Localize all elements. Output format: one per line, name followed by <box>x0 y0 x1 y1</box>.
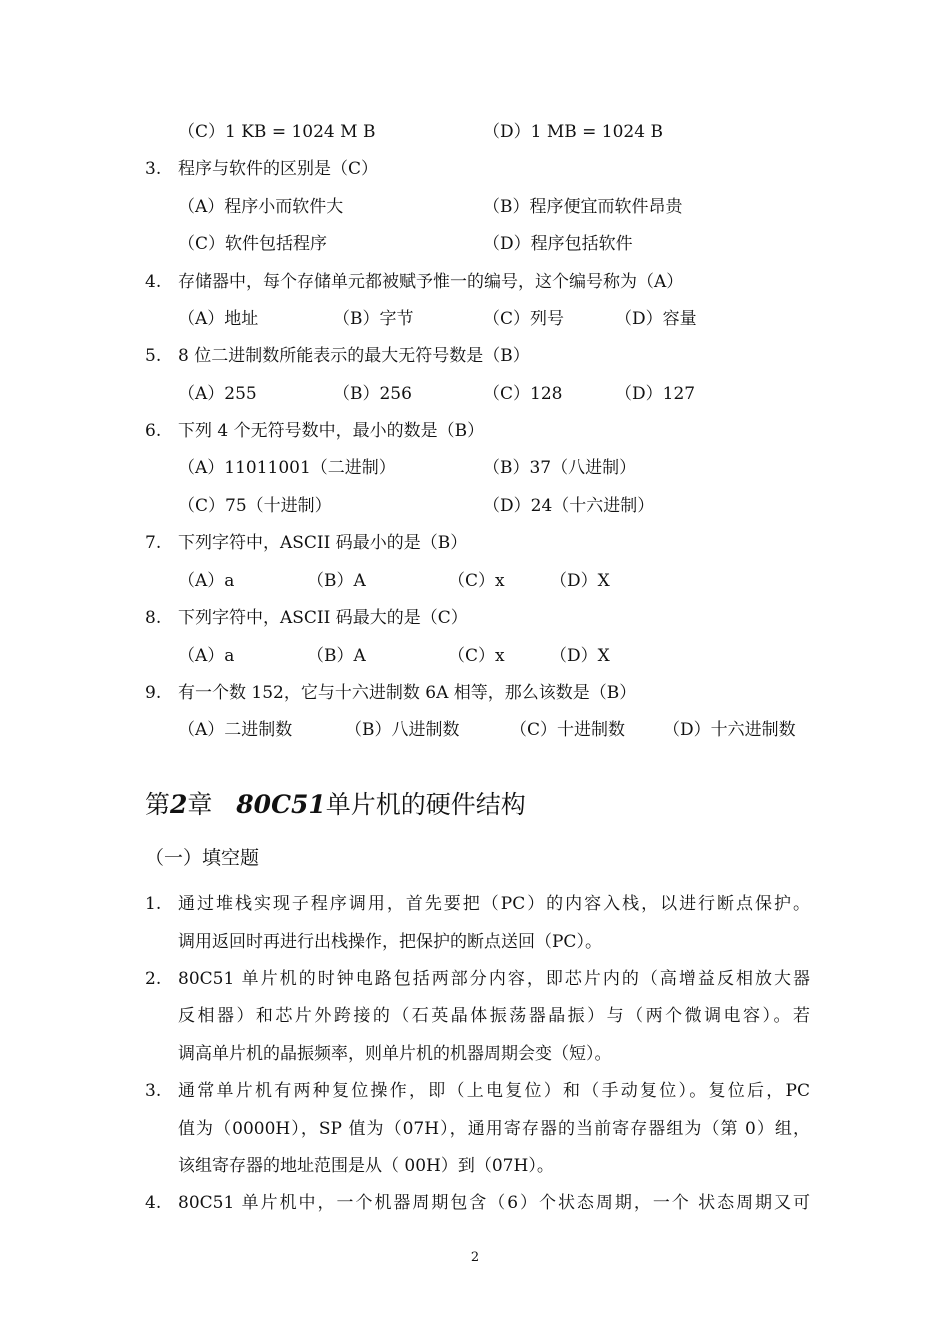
q3-option-c: （C）软件包括程序 <box>178 234 328 254</box>
q9-number: 9. <box>145 683 162 703</box>
q7-option-d: （D）X <box>550 571 610 591</box>
q5-option-d: （D）127 <box>615 384 696 404</box>
q3-option-a: （A）程序小而软件大 <box>178 197 344 217</box>
fill-3-line-3: 该组寄存器的地址范围是从（ 00H）到（07H）。 <box>178 1156 554 1176</box>
q3-number: 3. <box>145 159 162 179</box>
fill-2-line-3: 调高单片机的晶振频率，则单片机的机器周期会变（短）。 <box>178 1044 612 1064</box>
fill-2-line-1: 80C51 单片机的时钟电路包括两部分内容，即芯片内的（高增益反相放大器 <box>178 969 810 989</box>
q3-option-d: （D）程序包括软件 <box>483 234 633 254</box>
q7-number: 7. <box>145 533 162 553</box>
q6-option-a: （A）11011001（二进制） <box>178 458 396 478</box>
page-number: 2 <box>470 1250 480 1265</box>
q7-option-b: （B）A <box>307 571 366 591</box>
q6-number: 6. <box>145 421 162 441</box>
q9-option-c: （C）十进制数 <box>510 720 626 740</box>
fill-1-line-1: 通过堆栈实现子程序调用，首先要把（PC）的内容入栈，以进行断点保护。 <box>178 894 810 914</box>
fill-2-line-2: 反相器）和芯片外跨接的（石英晶体振荡器晶振）与（两个微调电容）。若 <box>178 1006 810 1026</box>
q5-option-b: （B）256 <box>333 384 412 404</box>
fill-4-line-1: 80C51 单片机中，一个机器周期包含（6）个状态周期，一个 状态周期又可 <box>178 1193 810 1213</box>
q9-option-d: （D）十六进制数 <box>663 720 796 740</box>
chapter-number: 2 <box>170 790 188 819</box>
q3-text: 程序与软件的区别是（C） <box>178 159 379 179</box>
q9-text: 有一个数 152，它与十六进制数 6A 相等，那么该数是（B） <box>178 683 637 703</box>
chapter-chip: 80C51 <box>236 790 326 819</box>
q5-number: 5. <box>145 346 162 366</box>
fill-2-number: 2. <box>145 969 162 989</box>
fill-3-line-2: 值为（0000H），SP 值为（07H），通用寄存器的当前寄存器组为（第 0）组， <box>178 1119 810 1139</box>
q9-option-b: （B）八进制数 <box>345 720 460 740</box>
q4-option-d: （D）容量 <box>615 309 697 329</box>
chapter-suffix: 章 <box>187 790 213 819</box>
q2-option-d: （D）1 MB = 1024 B <box>483 122 663 142</box>
q5-text: 8 位二进制数所能表示的最大无符号数是（B） <box>178 346 530 366</box>
section-heading: （一）填空题 <box>145 847 260 869</box>
q6-option-b: （B）37（八进制） <box>483 458 637 478</box>
q8-option-d: （D）X <box>550 646 610 666</box>
q4-option-c: （C）列号 <box>483 309 565 329</box>
q9-option-a: （A）二进制数 <box>178 720 293 740</box>
fill-1-number: 1. <box>145 894 162 914</box>
q4-option-b: （B）字节 <box>333 309 414 329</box>
fill-1-line-2: 调用返回时再进行出栈操作，把保护的断点送回（PC）。 <box>178 932 602 952</box>
fill-3-number: 3. <box>145 1081 162 1101</box>
q4-option-a: （A）地址 <box>178 309 259 329</box>
q8-text: 下列字符中，ASCII 码最大的是（C） <box>178 608 468 628</box>
q7-text: 下列字符中，ASCII 码最小的是（B） <box>178 533 468 553</box>
q7-option-c: （C）x <box>448 571 505 591</box>
chapter-title: 单片机的硬件结构 <box>325 790 526 819</box>
chapter-prefix: 第 <box>145 790 171 819</box>
q4-text: 存储器中，每个存储单元都被赋予惟一的编号，这个编号称为（A） <box>178 272 684 292</box>
q4-number: 4. <box>145 272 162 292</box>
q2-option-c: （C）1 KB = 1024 M B <box>178 122 376 142</box>
q5-option-a: （A）255 <box>178 384 257 404</box>
q8-option-b: （B）A <box>307 646 366 666</box>
fill-4-number: 4. <box>145 1193 162 1213</box>
q6-option-d: （D）24（十六进制） <box>483 496 655 516</box>
fill-3-line-1: 通常单片机有两种复位操作，即（上电复位）和（手动复位）。复位后，PC <box>178 1081 810 1101</box>
q6-option-c: （C）75（十进制） <box>178 496 332 516</box>
q8-option-a: （A）a <box>178 646 235 666</box>
q7-option-a: （A）a <box>178 571 235 591</box>
q8-option-c: （C）x <box>448 646 505 666</box>
q8-number: 8. <box>145 608 162 628</box>
q6-text: 下列 4 个无符号数中，最小的数是（B） <box>178 421 485 441</box>
q3-option-b: （B）程序便宜而软件昂贵 <box>483 197 683 217</box>
chapter-heading <box>145 788 526 822</box>
q5-option-c: （C）128 <box>483 384 563 404</box>
